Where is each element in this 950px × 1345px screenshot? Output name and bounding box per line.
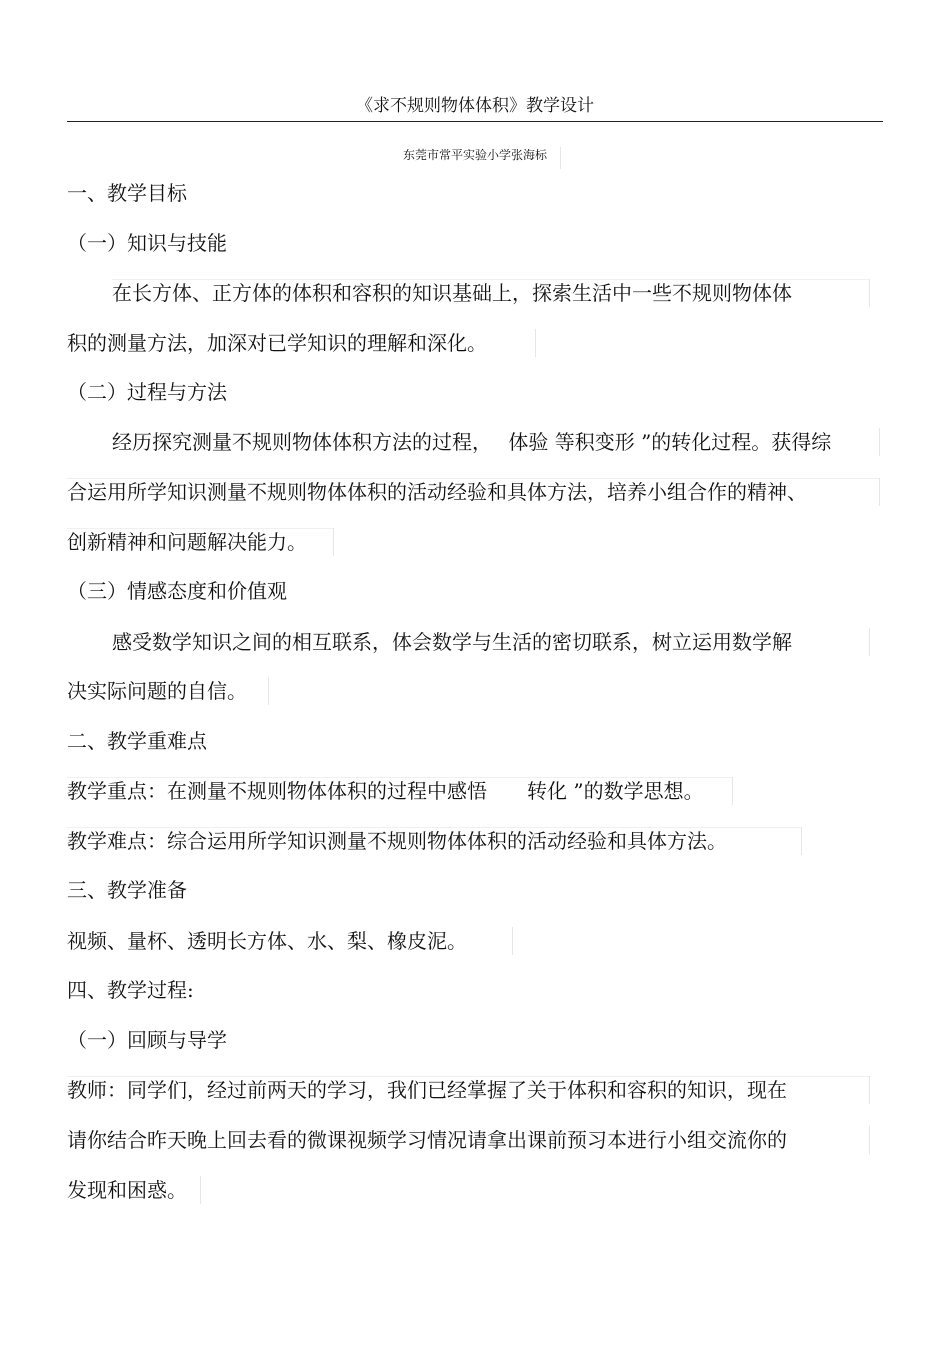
text-box-edge xyxy=(560,147,561,169)
subsection-heading-knowledge: （一）知识与技能 xyxy=(67,231,227,255)
text-box-edge xyxy=(869,279,870,307)
text-box-edge xyxy=(869,1126,870,1154)
text-box-edge xyxy=(268,677,269,705)
text-box-edge xyxy=(879,428,880,456)
paragraph-line: 合运用所学知识测量不规则物体体积的活动经验和具体方法，培养小组合作的精神、 xyxy=(67,480,807,504)
paragraph-line: 感受数学知识之间的相互联系，体会数学与生活的密切联系，树立运用数学解 xyxy=(112,630,792,654)
subsection-heading-process: （二）过程与方法 xyxy=(67,380,227,404)
paragraph-line: 教师：同学们，经过前两天的学习，我们已经掌握了关于体积和容积的知识，现在 xyxy=(67,1078,787,1102)
text-box-edge xyxy=(879,478,880,506)
text-box-edge xyxy=(869,628,870,656)
text-box-edge xyxy=(732,777,733,805)
title-divider xyxy=(67,121,883,122)
paragraph-line: 教学难点：综合运用所学知识测量不规则物体体积的活动经验和具体方法。 xyxy=(67,829,727,853)
text-box-edge xyxy=(512,927,513,955)
text-box-edge xyxy=(869,1076,870,1104)
text-box-edge xyxy=(200,1176,201,1204)
paragraph-line: 请你结合昨天晚上回去看的微课视频学习情况请拿出课前预习本进行小组交流你的 xyxy=(67,1128,787,1152)
document-title: 《求不规则物体体积》教学设计 xyxy=(356,96,594,116)
section-heading-key-points: 二、教学重难点 xyxy=(67,729,207,753)
paragraph-line: 决实际问题的自信。 xyxy=(67,679,247,703)
text-box-edge xyxy=(333,528,334,556)
subsection-heading-values: （三）情感态度和价值观 xyxy=(67,579,287,603)
author-line: 东莞市常平实验小学张海标 xyxy=(402,148,547,162)
paragraph-line: 视频、量杯、透明长方体、水、梨、橡皮泥。 xyxy=(67,929,467,953)
paragraph-line: 经历探究测量不规则物体体积方法的过程， 体验 等积变形 ”的转化过程。获得综 xyxy=(112,430,832,454)
paragraph-line: 创新精神和问题解决能力。 xyxy=(67,530,307,554)
paragraph-line: 在长方体、正方体的体积和容积的知识基础上，探索生活中一些不规则物体体 xyxy=(112,281,792,305)
paragraph-line: 教学重点：在测量不规则物体体积的过程中感悟 转化 ”的数学思想。 xyxy=(67,779,704,803)
subsection-heading-review: （一）回顾与导学 xyxy=(67,1028,227,1052)
text-box-edge xyxy=(801,827,802,855)
paragraph-line: 积的测量方法，加深对已学知识的理解和深化。 xyxy=(67,331,487,355)
section-heading-process: 四、教学过程: xyxy=(67,978,194,1002)
paragraph-line: 发现和困惑。 xyxy=(67,1178,187,1202)
section-heading-preparation: 三、教学准备 xyxy=(67,878,187,902)
section-heading-objectives: 一、教学目标 xyxy=(67,181,187,205)
text-box-edge xyxy=(535,329,536,357)
